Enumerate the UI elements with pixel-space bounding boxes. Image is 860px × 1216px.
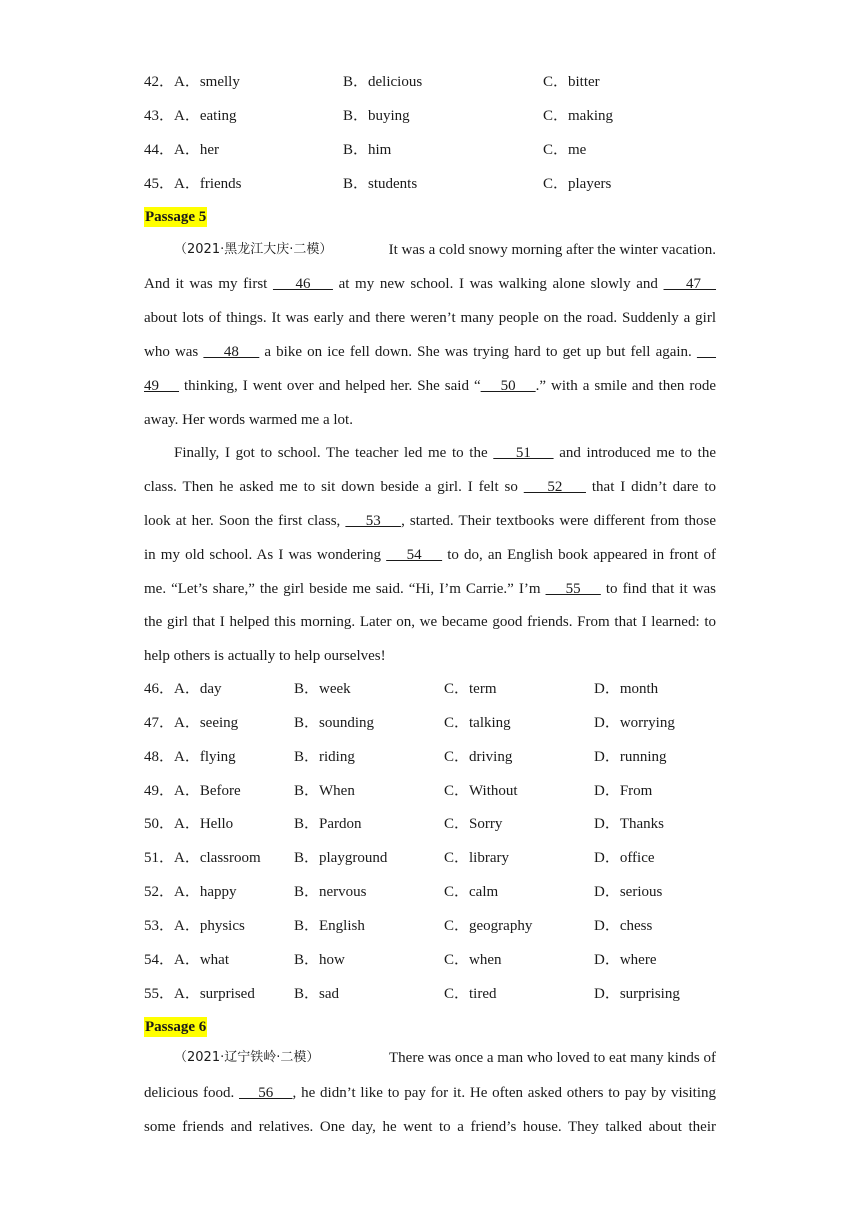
option-c: C．driving [444,749,513,765]
passage-6-line-3: some friends and relatives. One day, he went to a friend’s house. They talked about their [144,1119,716,1135]
passage-5-p2-line-1 [174,443,716,463]
option-a: A．smelly [174,74,240,90]
option-b: B．sounding [294,715,375,731]
option-a: A．Before [174,783,241,799]
question-number: 51． [144,850,175,866]
option-c: C．making [543,108,613,124]
option-c: C．bitter [543,74,600,90]
text-fragment: .” with a smile and then rode [535,378,717,394]
option-b: B．When [294,783,355,799]
text-fragment: delicious food. [144,1085,240,1101]
question-number: 48． [144,749,175,765]
option-c: C．tired [444,986,497,1002]
option-c: C．when [444,952,502,968]
question-number: 53． [144,918,175,934]
text-fragment: in my old school. As I was wondering [144,547,387,563]
option-c: C．talking [444,715,511,731]
option-a: A．surprised [174,986,255,1002]
text-fragment: look at her. Soon the first class, [144,513,346,529]
passage-5-line-5 [144,376,716,396]
option-d: D．chess [594,918,653,934]
option-d: D．serious [594,884,663,900]
option-d: D．surprising [594,986,680,1002]
text-fragment: to do, an English book appeared in front of [442,547,717,563]
option-c: C．Without [444,783,518,799]
passage-5-p2-line-2 [144,477,716,497]
option-b: B．how [294,952,345,968]
passage-6-text: There was once a man who loved to eat many kinds of [389,1050,716,1066]
passage-5-p2-line-6: the girl that I helped this morning. Later on, we became good friends. From that I learned: to [144,614,716,630]
option-c: C．Sorry [444,816,503,832]
question-number: 49． [144,783,175,799]
passage-5-line-4 [144,342,716,362]
blank-50: 50 [480,378,536,394]
option-b: B．buying [343,108,410,124]
text-fragment: to find that it was [600,581,716,597]
option-c: C．library [444,850,509,866]
passage-6-source: （2021·辽宁铁岭·二模） [174,1050,320,1065]
text-fragment: , he didn’t like to pay for it. He often asked others to pay by visiting [292,1085,717,1101]
option-b: B．Pardon [294,816,362,832]
option-b: B．students [343,176,418,192]
blank-46: 46 [272,276,333,292]
question-number: 45． [144,176,175,192]
option-a: A．her [174,142,219,158]
passage-5-p2-line-5 [144,579,716,599]
option-d: D．From [594,783,653,799]
option-a: A．physics [174,918,245,934]
passage-5-text: It was a cold snowy morning after the winter vacation. [388,242,716,258]
text-fragment: that I didn’t dare to [585,479,716,495]
passage-6-line-2 [144,1083,716,1103]
option-a: A．friends [174,176,242,192]
text-fragment: at my new school. I was walking alone slowly and [332,276,664,292]
option-a: A．flying [174,749,236,765]
option-a: A．classroom [174,850,261,866]
question-number: 47． [144,715,175,731]
option-c: C．me [543,142,587,158]
option-a: A．what [174,952,229,968]
question-number: 52． [144,884,175,900]
blank-56: 56 [239,1085,293,1101]
option-b: B．English [294,918,365,934]
option-b: B．playground [294,850,388,866]
text-fragment: thinking, I went over and helped her. She said “ [179,378,481,394]
question-number: 54． [144,952,175,968]
passage-5-line-3: about lots of things. It was early and there weren’t many people on the road. Suddenly a girl [144,310,716,326]
option-a: A．happy [174,884,237,900]
option-d: D．running [594,749,667,765]
option-a: A．Hello [174,816,234,832]
text-fragment: a bike on ice fell down. She was trying hard to get up but fell again. [259,344,697,360]
option-d: D．month [594,681,659,697]
question-number: 44． [144,142,175,158]
question-number: 55． [144,986,175,1002]
blank-52: 52 [523,479,586,495]
passage-5-heading: Passage 5 [145,209,207,225]
text-fragment: who was [144,344,204,360]
option-a: A．eating [174,108,237,124]
option-a: A．seeing [174,715,239,731]
option-c: C．players [543,176,612,192]
option-b: B．week [294,681,351,697]
passage-5-p2-line-3 [144,511,716,531]
option-c: C．geography [444,918,533,934]
blank-53: 53 [345,513,402,529]
passage-5-p2-line-7: help others is actually to help ourselves! [144,648,386,664]
blank-55: 55 [545,581,601,597]
blank-49-start [697,344,716,360]
question-number: 50． [144,816,175,832]
blank-54: 54 [386,547,443,563]
text-fragment: Finally, I got to school. The teacher led me to the [174,445,494,461]
passage-5-source: （2021·黑龙江大庆·二模） [174,242,333,257]
passage-6-line-1 [144,1048,716,1068]
option-b: B．delicious [343,74,423,90]
option-b: B．him [343,142,392,158]
text-fragment: me. “Let’s share,” the girl beside me said. “Hi, I’m Carrie.” I’m [144,581,546,597]
passage-5-line-1 [144,240,716,260]
option-b: B．riding [294,749,355,765]
text-fragment: class. Then he asked me to sit down beside a girl. I felt so [144,479,524,495]
option-c: C．term [444,681,497,697]
option-d: D．office [594,850,655,866]
question-number: 42． [144,74,175,90]
passage-5-line-6: away. Her words warmed me a lot. [144,412,353,428]
blank-47: 47 [663,276,717,292]
option-c: C．calm [444,884,499,900]
text-fragment: and introduced me to the [553,445,717,461]
option-b: B．nervous [294,884,367,900]
option-d: D．worrying [594,715,675,731]
text-fragment: , started. Their textbooks were different from those [401,513,716,529]
passage-5-line-2 [144,274,716,294]
passage-5-p2-line-4 [144,545,716,565]
option-b: B．sad [294,986,340,1002]
blank-51: 51 [493,445,554,461]
blank-48: 48 [203,344,260,360]
blank-49-end: 49 [144,378,180,394]
option-d: D．Thanks [594,816,664,832]
text-fragment: And it was my first [144,276,273,292]
option-d: D．where [594,952,657,968]
option-a: A．day [174,681,222,697]
question-number: 46． [144,681,175,697]
passage-6-heading: Passage 6 [145,1019,207,1035]
question-number: 43． [144,108,175,124]
